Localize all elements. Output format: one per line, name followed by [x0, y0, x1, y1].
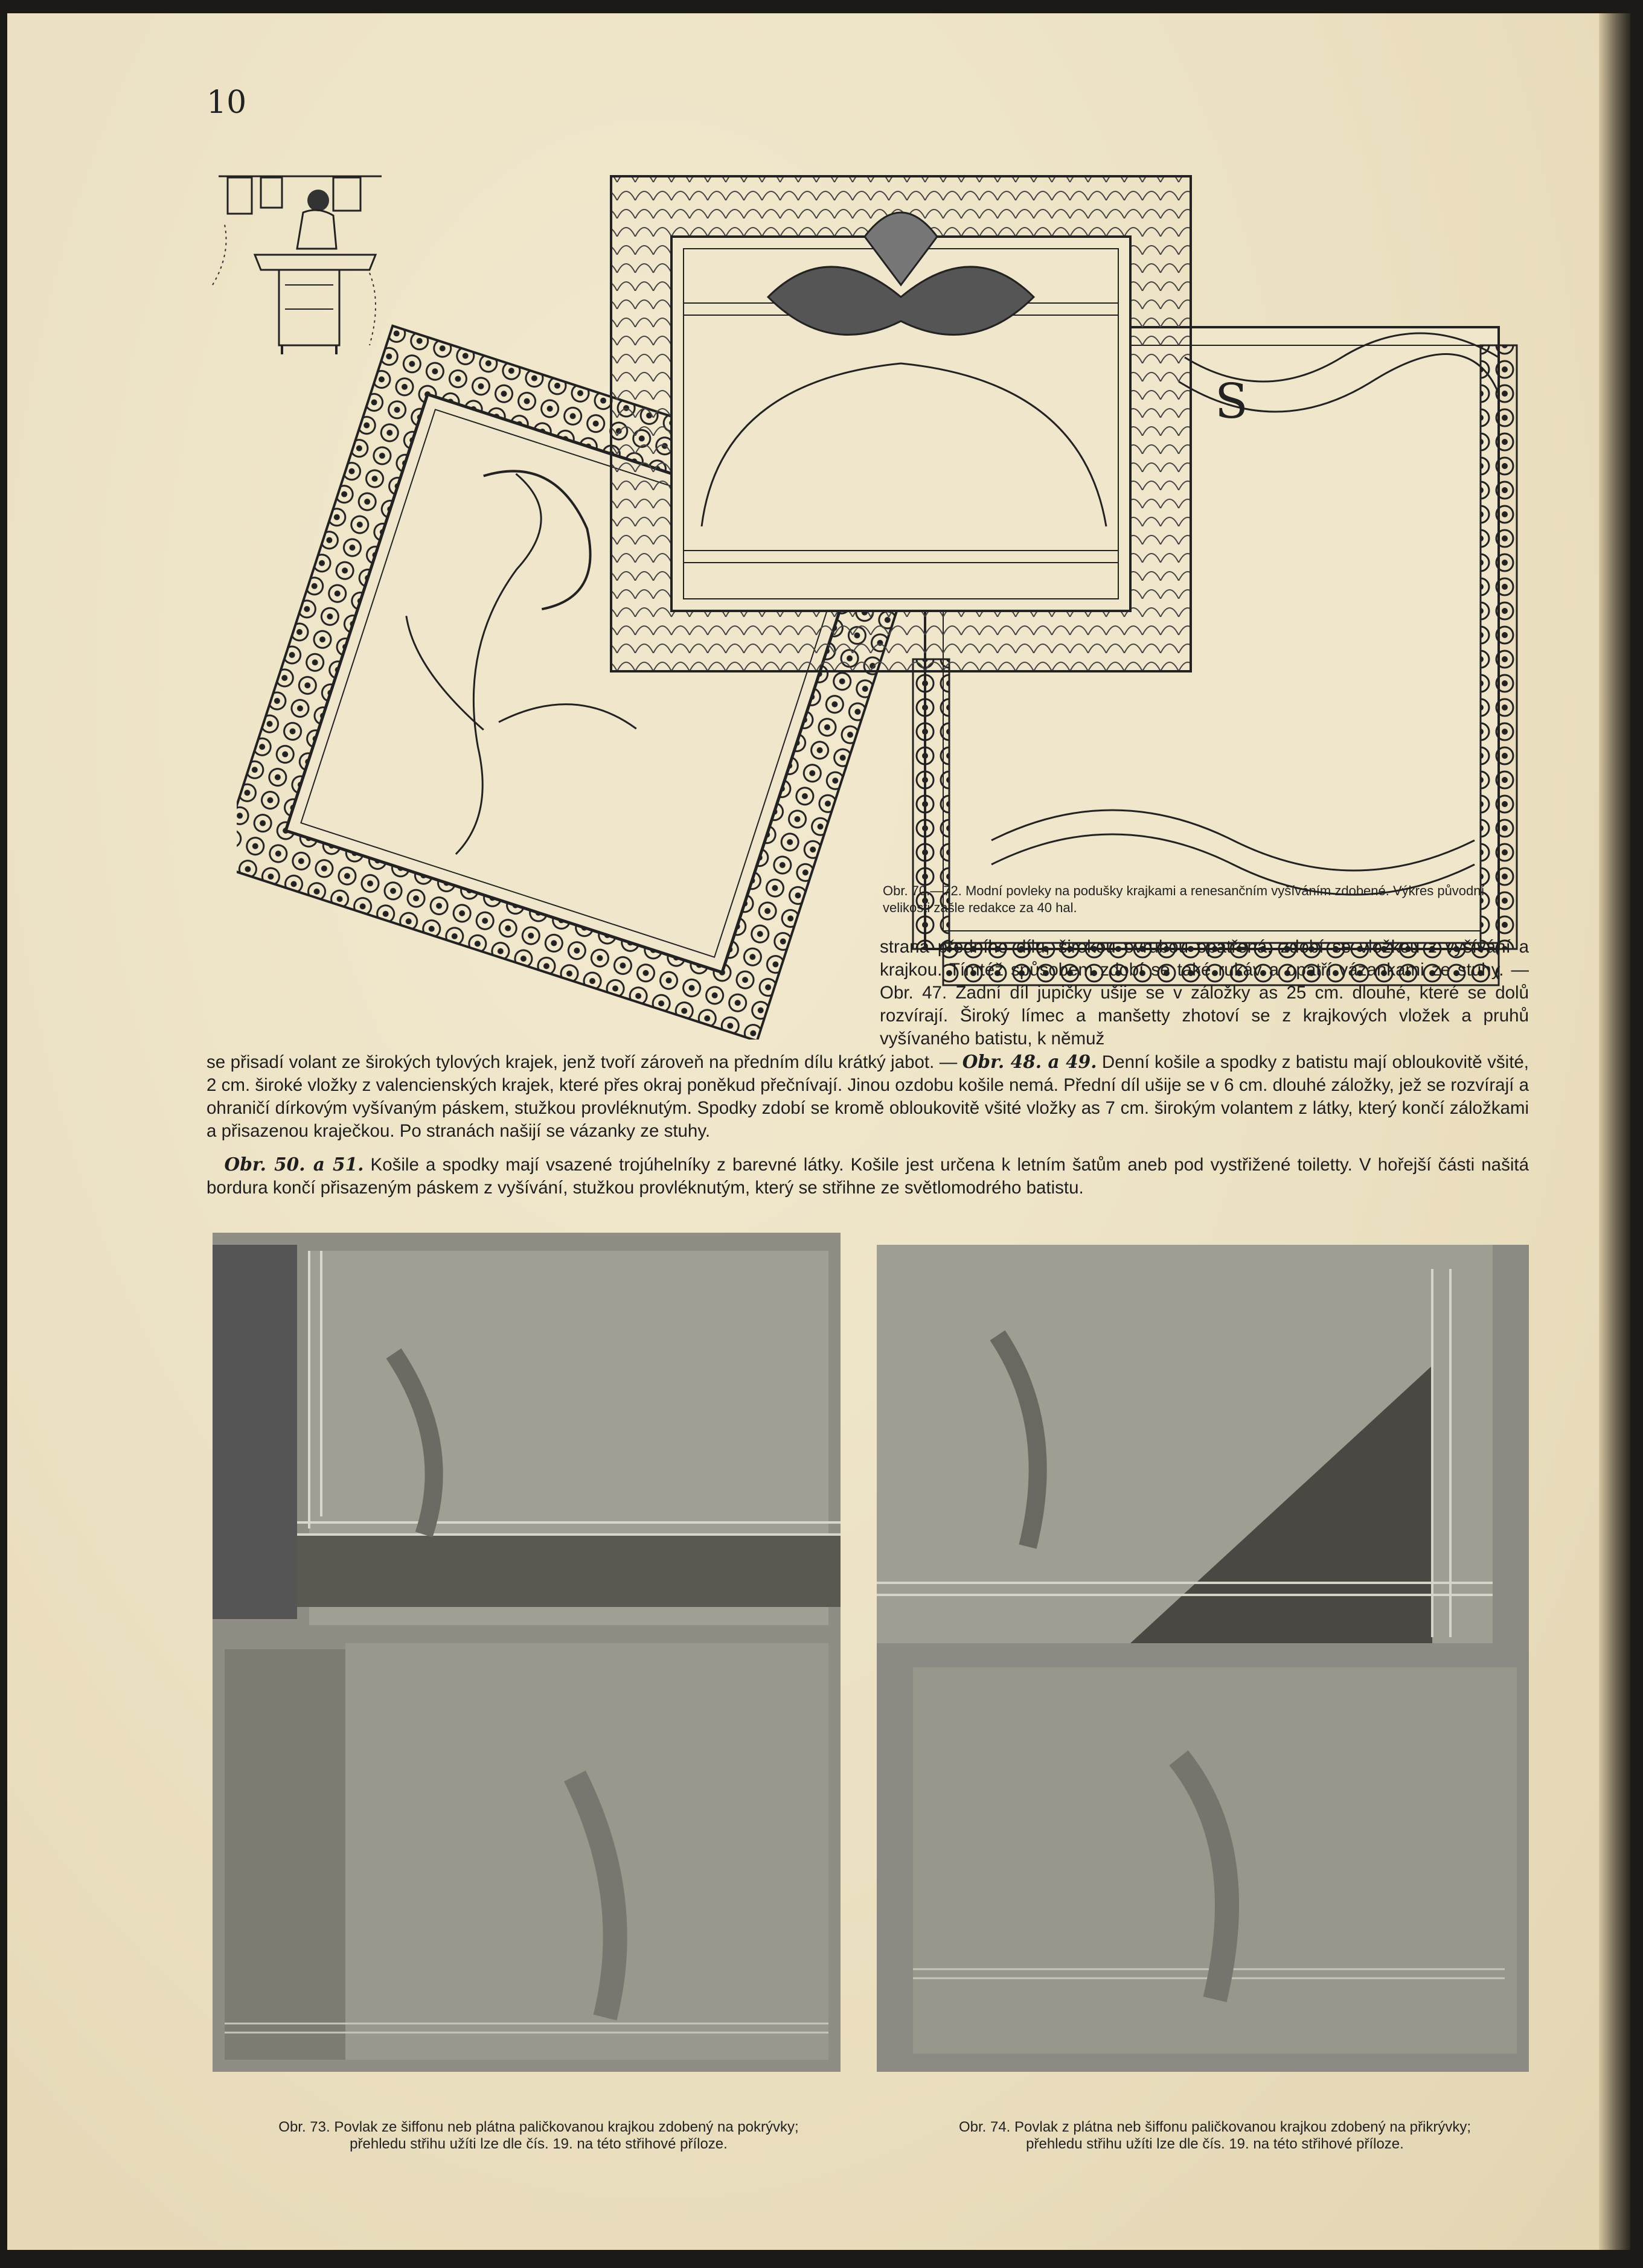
photo-figure-74	[877, 1245, 1529, 2072]
monogram: S	[1215, 373, 1248, 429]
caption-73-line-1: Obr. 73. Povlak ze šiffonu neb plátna paličkovanou krajkou zdobený na pokrývky;	[278, 2119, 799, 2135]
figure-caption-73	[207, 2119, 871, 2153]
text-p2-end: Denní košile a spodky z batistu mají obloukovitě všité, 2 cm. široké vložky z valencienských krajek, které přes okraj poněkud přečnívají. Jinou ozdobu košile nemá. Přední díl ušije se v 6 cm. dlouhé záložky, jež se rozvírají a ohraničí dírkovým vyšívaným páskem, stužkou provléknutým. Spodky zdobí se kromě obloukovitě všité vložky as 7 cm. širokým volantem z látky, který končí záložkami a přisazenou kraječkou. Po stranách našijí se vázanky ze stuhy.	[207, 1052, 1529, 1141]
figure-caption-74	[883, 2119, 1547, 2153]
caption-74-line-1: Obr. 74. Povlak z plátna neb šiffonu paličkovanou krajkou zdobený na přikrývky;	[958, 2119, 1472, 2135]
text-paragraph-2	[207, 1050, 1529, 1143]
page-number: 10	[207, 85, 247, 121]
text-paragraph-3	[207, 1153, 1529, 1199]
figure-ref-48-49: Obr. 48. a 49.	[962, 1051, 1097, 1072]
text-p2-start: se přisadí volant ze širokých tylových krajek, jenž tvoří zároveň na předním dílu krátký jabot. —	[207, 1052, 962, 1072]
photo-figure-73	[213, 1233, 841, 2072]
text-paragraph-1: strana předního dílu, širokou ovrubou opatřená, zdobí se vložkou z vyšívání a krajkou. Tímtéž spůsobem zdobí se také rukáv a opatří vázankami ze stuhy. — Obr. 47. Zadní díl jupičky ušije se v záložky as 25 cm. dlouhé, které se dolů rozvírají. Široký límec a manšetty zhotoví se z krajkových vložek a pruhů vyšívaného batistu, k němuž	[880, 937, 1529, 1049]
text-p3-body: Košile a spodky mají vsazené trojúhelníky z barevné látky. Košile jest určena k letním šatům aneb pod vystřižené toiletty. V hořejší části našitá bordura končí přisazeným páskem z vyšívání, stužkou provléknutým, který se střihne ze světlomodrého batistu.	[207, 1155, 1529, 1198]
figure-ref-50-51: Obr. 50. a 51.	[224, 1154, 364, 1175]
magazine-page	[7, 13, 1630, 2250]
caption-74-line-2: přehledu střihu užíti lze dle čís. 19. na této střihové příloze.	[1026, 2136, 1404, 2152]
caption-73-line-2: přehledu střihu užíti lze dle čís. 19. na této střihové příloze.	[350, 2136, 728, 2152]
figure-caption-70-72: Obr. 70.—72. Modní povleky na podušky krajkami a renesančním vyšíváním zdobené. Výkres původní velikosti zašle redakce za 40 hal.	[883, 883, 1485, 915]
book-spine-shadow	[1599, 13, 1630, 2250]
